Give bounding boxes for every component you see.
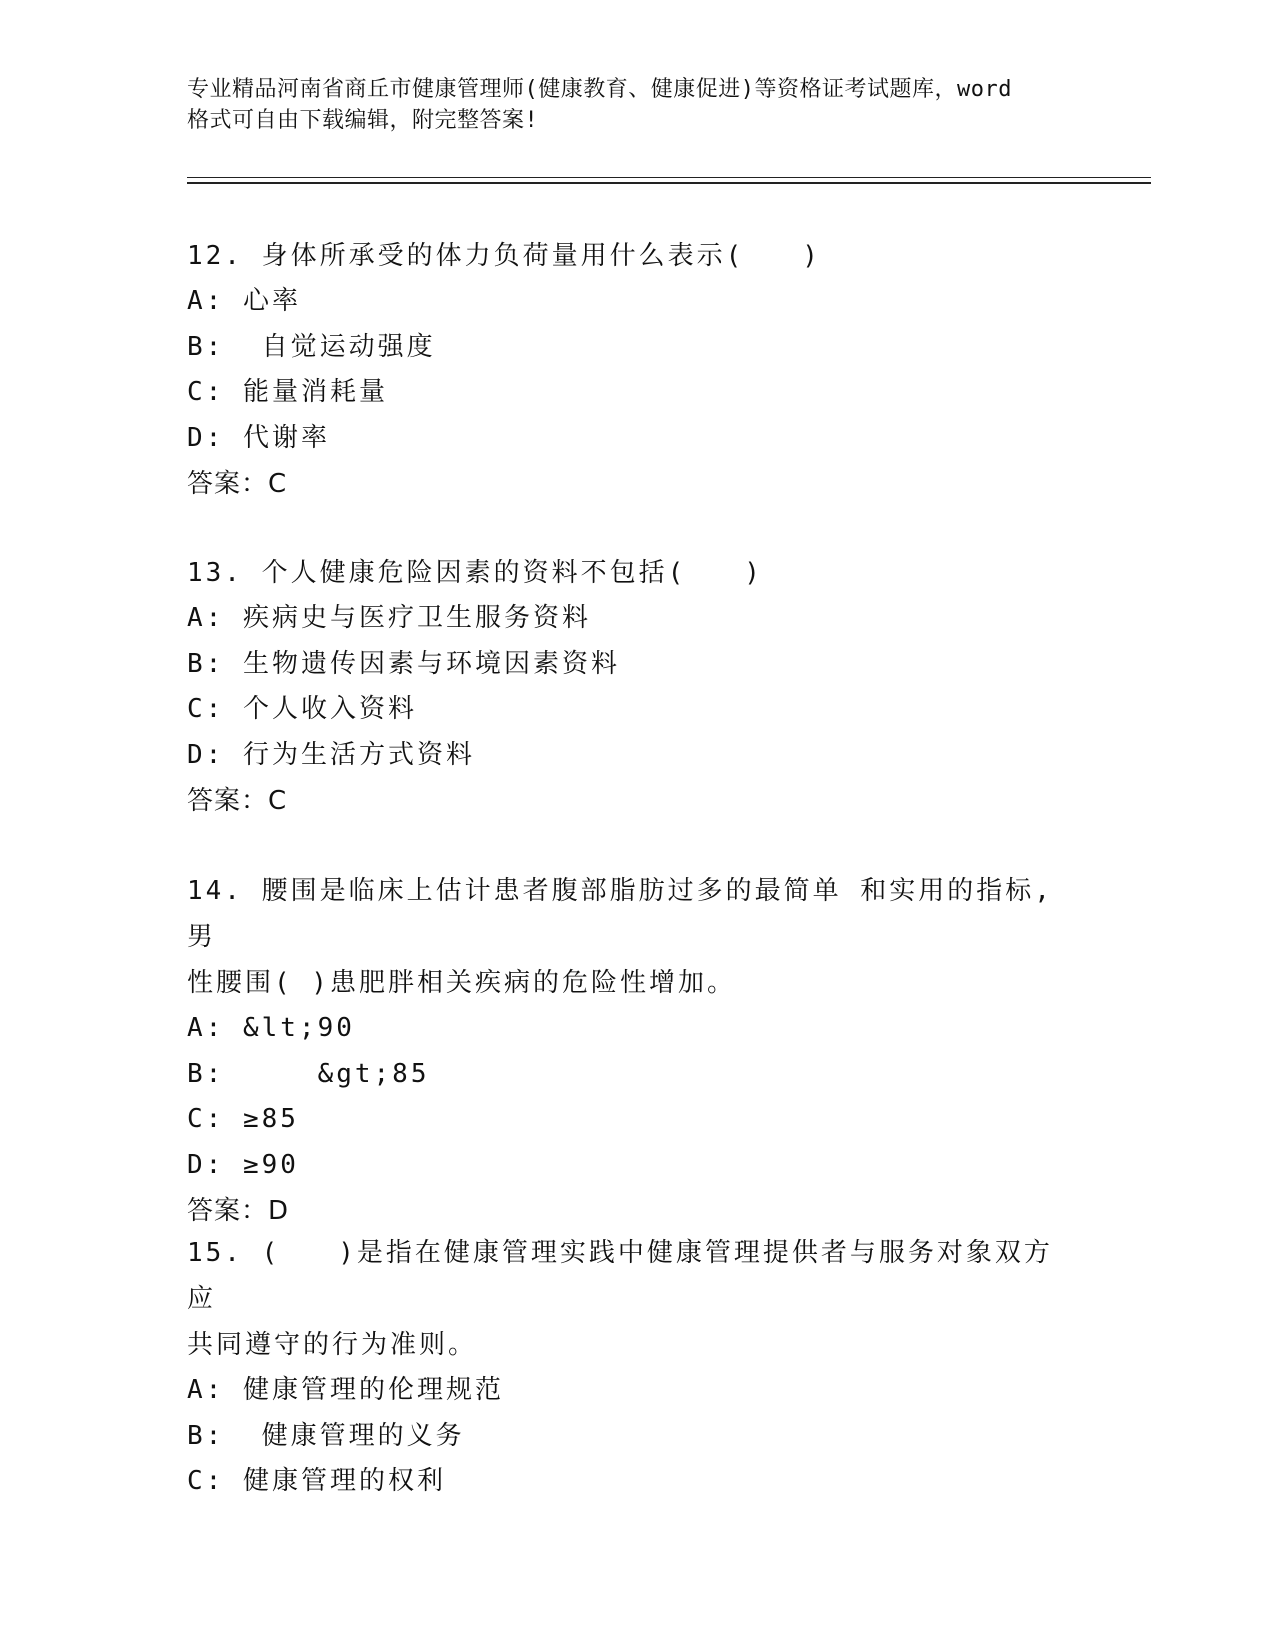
option-c: C: 能量消耗量: [187, 377, 388, 408]
option-b: B: &gt;85: [187, 1058, 430, 1089]
question-14: [187, 868, 1067, 1234]
question-stem: 13. 个人健康危险因素的资料不包括( ): [187, 558, 763, 588]
option-a: A: 健康管理的伦理规范: [187, 1375, 504, 1405]
option-c: C: 个人收入资料: [187, 694, 417, 725]
document-header: [187, 74, 1087, 136]
answer: 答案：C: [187, 469, 288, 500]
header-divider-thick: [187, 182, 1151, 184]
question-12: [187, 233, 1067, 507]
header-divider-thin: [187, 177, 1151, 178]
option-c: C: 健康管理的权利: [187, 1466, 446, 1497]
option-b: B: 健康管理的义务: [187, 1420, 465, 1451]
option-d: D: ≥90: [187, 1149, 299, 1180]
option-a: A: 心率: [187, 286, 301, 316]
option-d: D: 行为生活方式资料: [187, 739, 475, 770]
header-line-2: 格式可自由下载编辑，附完整答案!: [187, 108, 539, 133]
answer: 答案：C: [187, 786, 288, 817]
header-line-1: 专业精品河南省商丘市健康管理师(健康教育、健康促进)等资格证考试题库，word: [187, 77, 1012, 102]
question-stem-line-2: 共同遵守的行为准则。: [187, 1330, 478, 1360]
question-stem-line-1: 14. 腰围是临床上估计患者腹部脂肪过多的最简单 和实用的指标,男: [187, 876, 1053, 952]
option-a: A: 疾病史与医疗卫生服务资料: [187, 603, 591, 633]
question-stem: 12. 身体所承受的体力负荷量用什么表示( ): [187, 241, 821, 271]
option-c: C: ≥85: [187, 1104, 299, 1135]
question-13: [187, 550, 1067, 824]
option-d: D: 代谢率: [187, 422, 330, 453]
option-a: A: &lt;90: [187, 1013, 355, 1043]
question-stem-line-2: 性腰围( )患肥胖相关疾病的危险性增加。: [187, 968, 736, 998]
question-stem-line-1: 15. ( )是指在健康管理实践中健康管理提供者与服务对象双方应: [187, 1238, 1053, 1314]
question-15: [187, 1230, 1067, 1505]
option-b: B: 生物遗传因素与环境因素资料: [187, 648, 620, 679]
answer: 答案：D: [187, 1196, 290, 1227]
option-b: B: 自觉运动强度: [187, 331, 436, 362]
